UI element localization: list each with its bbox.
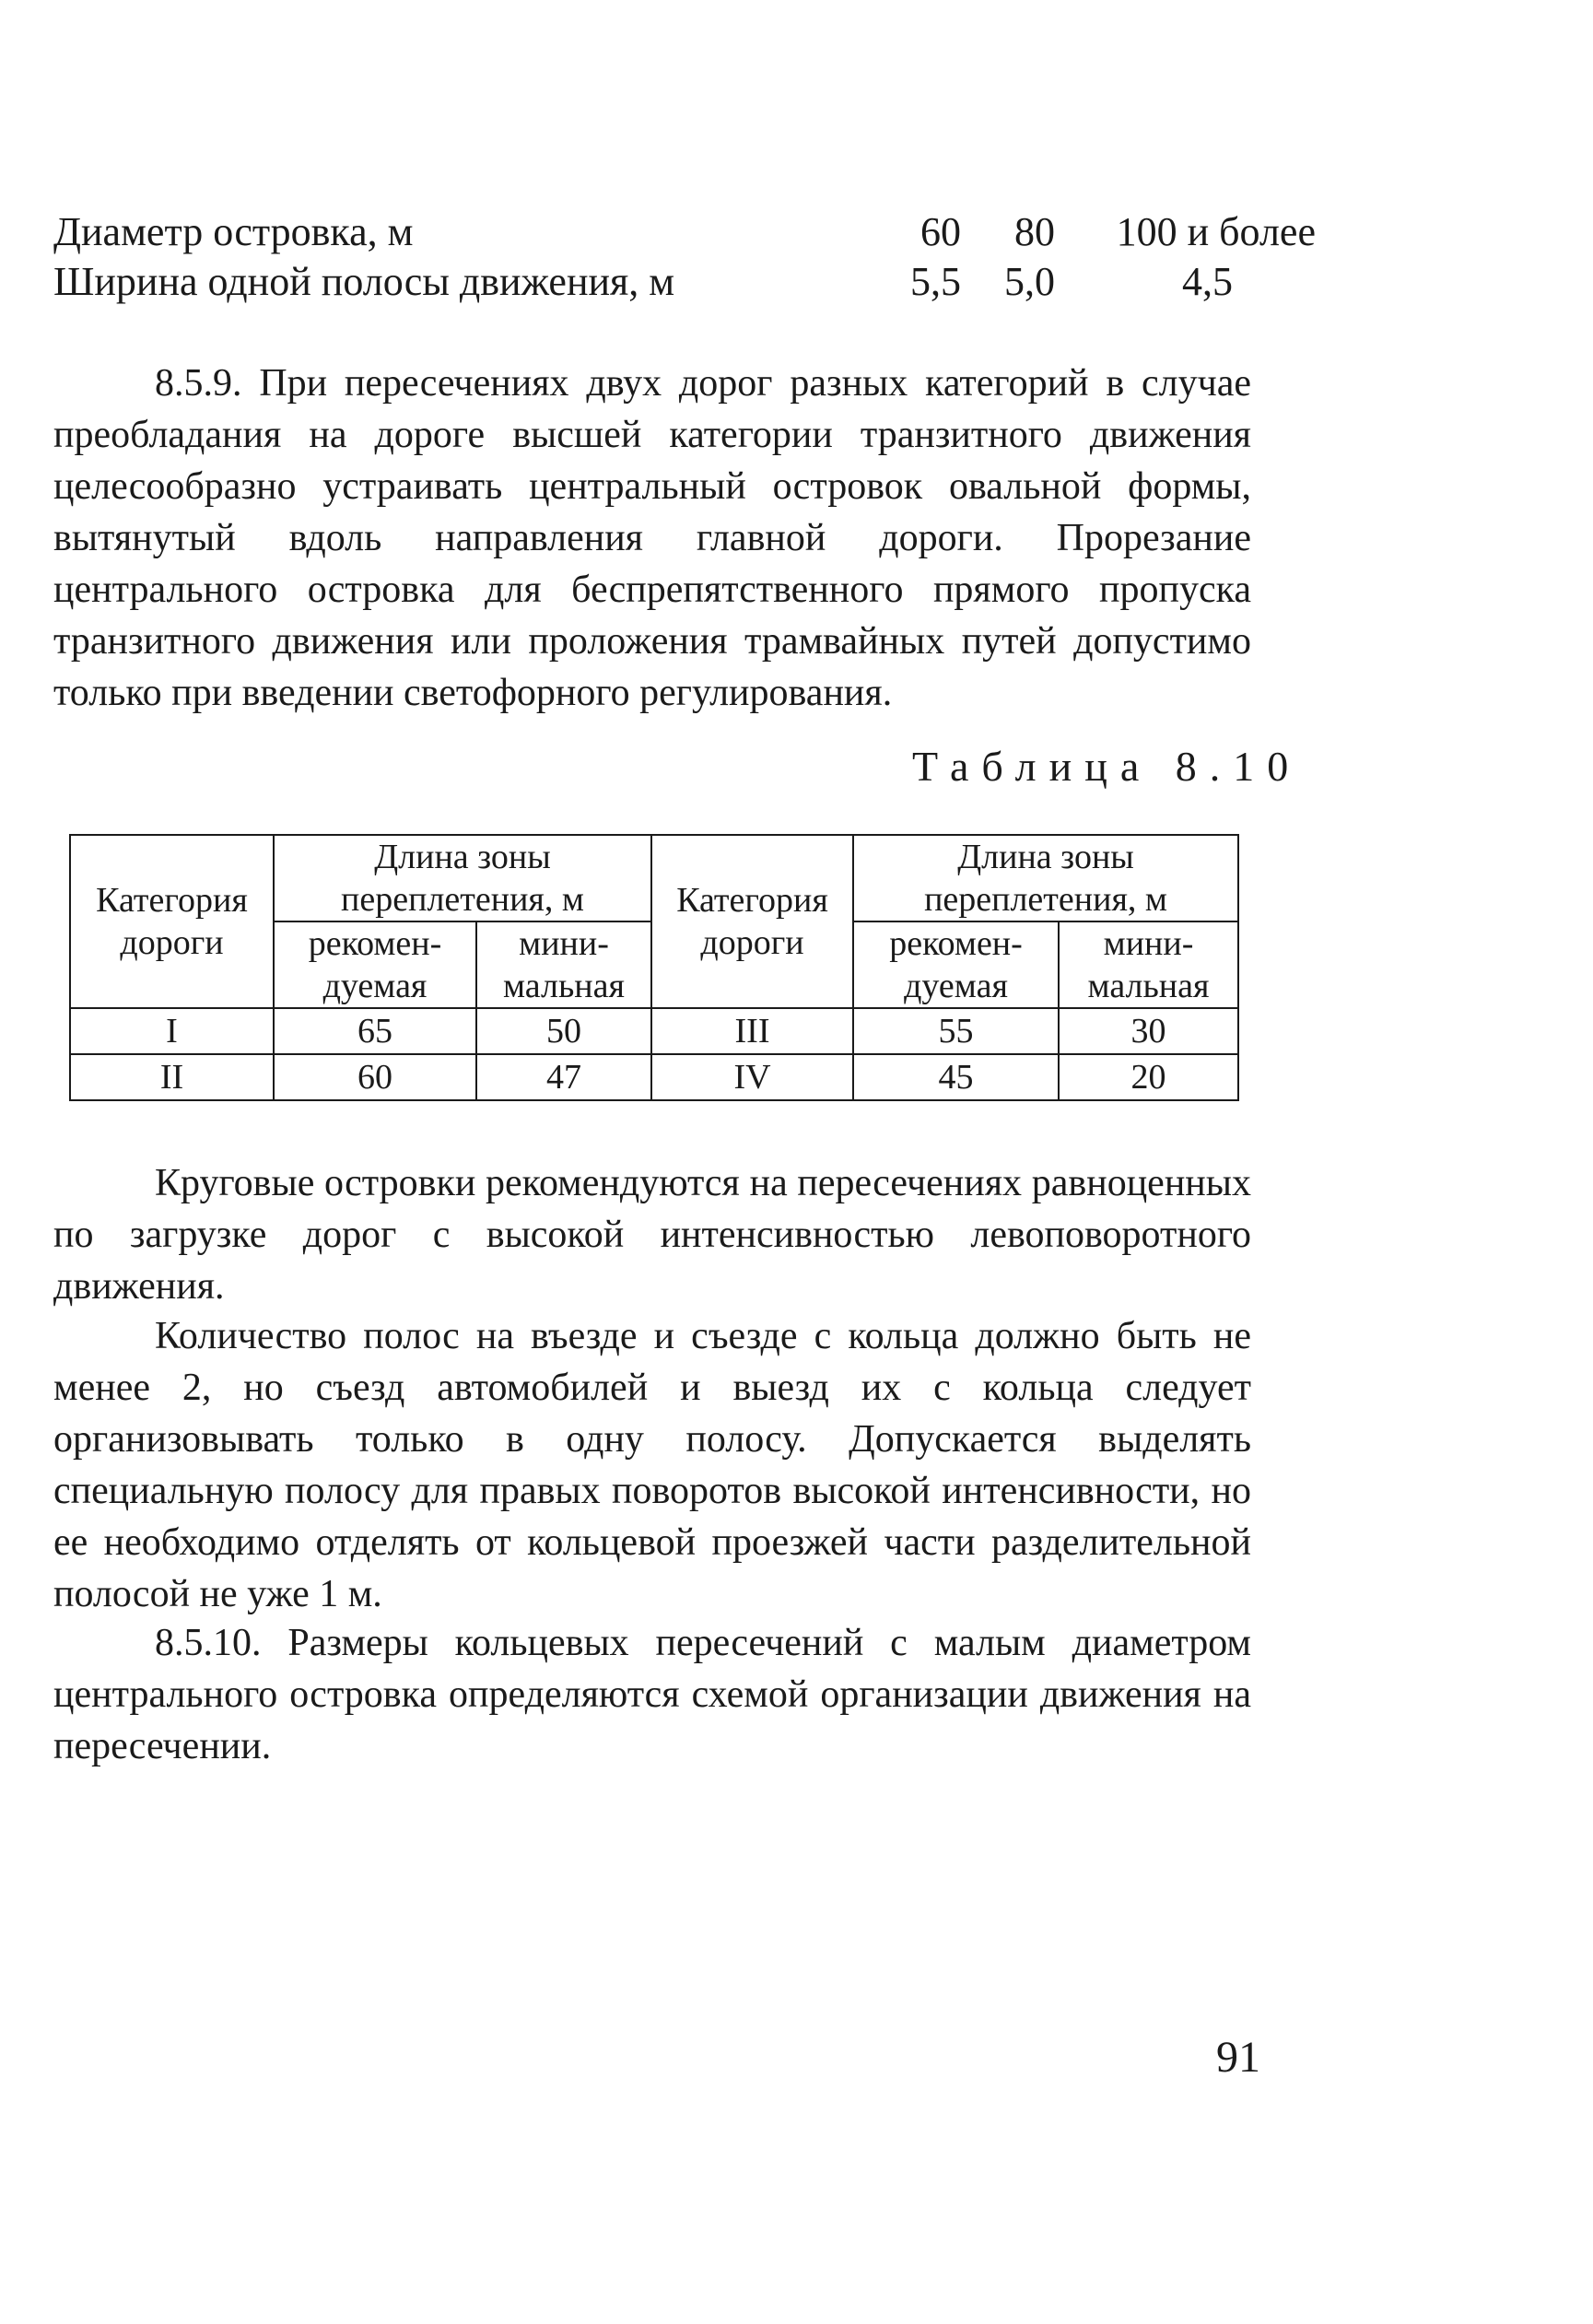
paragraph-round-islands bbox=[53, 1157, 1251, 1312]
lane-width-label: Ширина одной полосы движения, м bbox=[53, 259, 675, 304]
header-category-1: Категория дороги bbox=[70, 835, 274, 1008]
paragraph-round-islands-text: Круговые островки рекомендуются на пересечениях равноценных по загрузке дорог с высокой интенсивностью левоповоротного движения. bbox=[53, 1162, 1251, 1308]
cell-category-1: II bbox=[70, 1054, 274, 1100]
header-minimal-1: мини-мальная bbox=[476, 921, 651, 1008]
cell-minimal-2: 30 bbox=[1059, 1008, 1238, 1054]
diameter-value-3: 100 и более bbox=[1116, 209, 1316, 254]
paragraph-8-5-10-text: 8.5.10. Размеры кольцевых пересечений с малым диаметром центрального островка определяются схемой организации движения на пересечении. bbox=[53, 1622, 1251, 1767]
diameter-row bbox=[53, 207, 1316, 257]
table-caption: Таблица 8.10 bbox=[912, 743, 1302, 790]
diameter-value-1: 60 bbox=[920, 209, 961, 254]
cell-category-2: III bbox=[651, 1008, 853, 1054]
table-header-row bbox=[70, 835, 1238, 921]
lane-width-value-2: 5,0 bbox=[1004, 259, 1055, 304]
header-recommended-2: рекомен-дуемая bbox=[853, 921, 1059, 1008]
lane-width-value-1: 5,5 bbox=[910, 259, 961, 304]
cell-minimal-2: 20 bbox=[1059, 1054, 1238, 1100]
header-category-2: Категория дороги bbox=[651, 835, 853, 1008]
header-minimal-2: мини-мальная bbox=[1059, 921, 1238, 1008]
header-recommended-1: рекомен-дуемая bbox=[274, 921, 476, 1008]
diameter-value-2: 80 bbox=[1014, 209, 1055, 254]
weaving-zone-table bbox=[69, 834, 1239, 1101]
paragraph-8-5-9 bbox=[53, 358, 1251, 719]
dimensions-table bbox=[53, 207, 1316, 307]
diameter-label: Диаметр островка, м bbox=[53, 209, 414, 254]
cell-recommended-1: 65 bbox=[274, 1008, 476, 1054]
cell-category-1: I bbox=[70, 1008, 274, 1054]
paragraph-8-5-9-text: 8.5.9. При пересечениях двух дорог разных категорий в случае преобладания на дороге высшей категории транзитного движения целесообразно устраивать центральный островок овальной формы, вытянутый вдоль направления главной дороги. Прорезание центрального островка для беспрепятственного прямого пропуска транзитного движения или проложения трамвайных путей допустимо только при введении светофорного регулирования. bbox=[53, 362, 1251, 714]
cell-recommended-2: 55 bbox=[853, 1008, 1059, 1054]
page-number: 91 bbox=[1216, 2033, 1260, 2082]
cell-minimal-1: 47 bbox=[476, 1054, 651, 1100]
table-row bbox=[70, 1054, 1238, 1100]
lane-width-value-3: 4,5 bbox=[1182, 259, 1233, 304]
header-length-2: Длина зоны переплетения, м bbox=[853, 835, 1238, 921]
cell-recommended-2: 45 bbox=[853, 1054, 1059, 1100]
lane-width-row bbox=[53, 257, 1270, 307]
header-length-1: Длина зоны переплетения, м bbox=[274, 835, 651, 921]
paragraph-lanes bbox=[53, 1310, 1251, 1620]
cell-recommended-1: 60 bbox=[274, 1054, 476, 1100]
paragraph-lanes-text: Количество полос на въезде и съезде с кольца должно быть не менее 2, но съезд автомобилей и выезд их с кольца следует организовывать только в одну полосу. Допускается выделять специальную полосу для правых поворотов высокой интенсивности, но ее необходимо отделять от кольцевой проезжей части разделительной полосой не уже 1 м. bbox=[53, 1315, 1251, 1615]
cell-category-2: IV bbox=[651, 1054, 853, 1100]
paragraph-8-5-10 bbox=[53, 1617, 1251, 1772]
table-row bbox=[70, 1008, 1238, 1054]
cell-minimal-1: 50 bbox=[476, 1008, 651, 1054]
